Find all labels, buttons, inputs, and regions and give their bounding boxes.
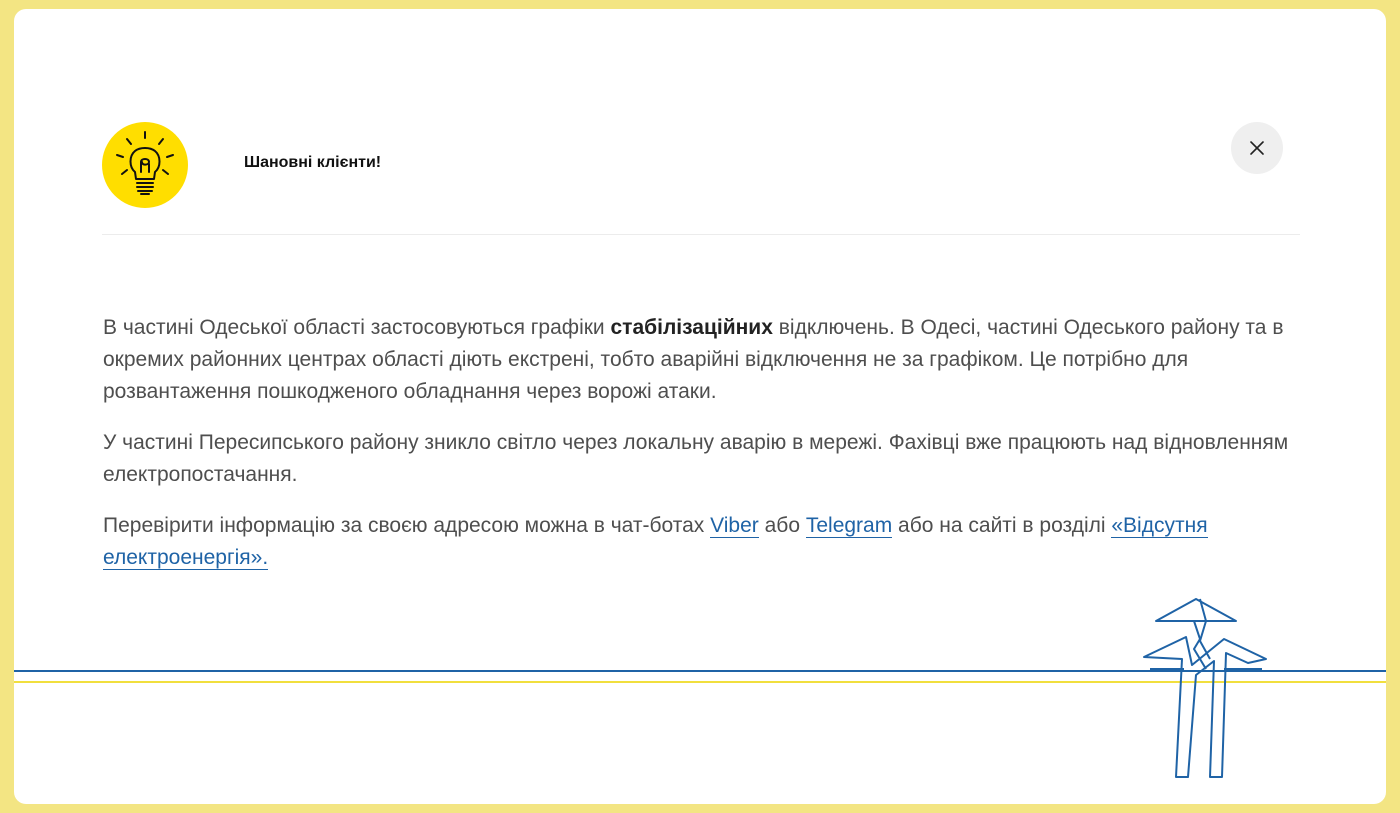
- modal-title: Шановні клієнти!: [244, 154, 382, 171]
- power-line-decoration: [14, 9, 1386, 804]
- text-span: В частині Одеської області застосовуються графіки: [103, 316, 611, 339]
- pylon-icon: [1144, 599, 1266, 777]
- bold-text: стабілізаційних: [610, 316, 773, 339]
- text-span: відключень. В Одесі, частині Одеського району та в окремих районних центрах області діють екстрені, тобто аварійні відключення не за графіком. Це потрібно для розвантаження пошкодженого обладнання через ворожі атаки.: [103, 316, 1284, 403]
- text-span: У частині Пересипського району зникло світло через локальну аварію в мережі. Фахівці вже працюють над відновленням електропостачання.: [103, 431, 1289, 486]
- outage-section-link[interactable]: «Відсутня електроенергія».: [103, 514, 1208, 569]
- text-span: Перевірити інформацію за своєю адресою можна в чат-ботах: [103, 514, 711, 537]
- text-span: або на сайті в розділі: [892, 514, 1112, 537]
- notice-modal: [14, 9, 1386, 804]
- viber-link[interactable]: Viber: [710, 514, 759, 537]
- text-span: або: [758, 514, 806, 537]
- telegram-link[interactable]: Telegram: [805, 514, 893, 537]
